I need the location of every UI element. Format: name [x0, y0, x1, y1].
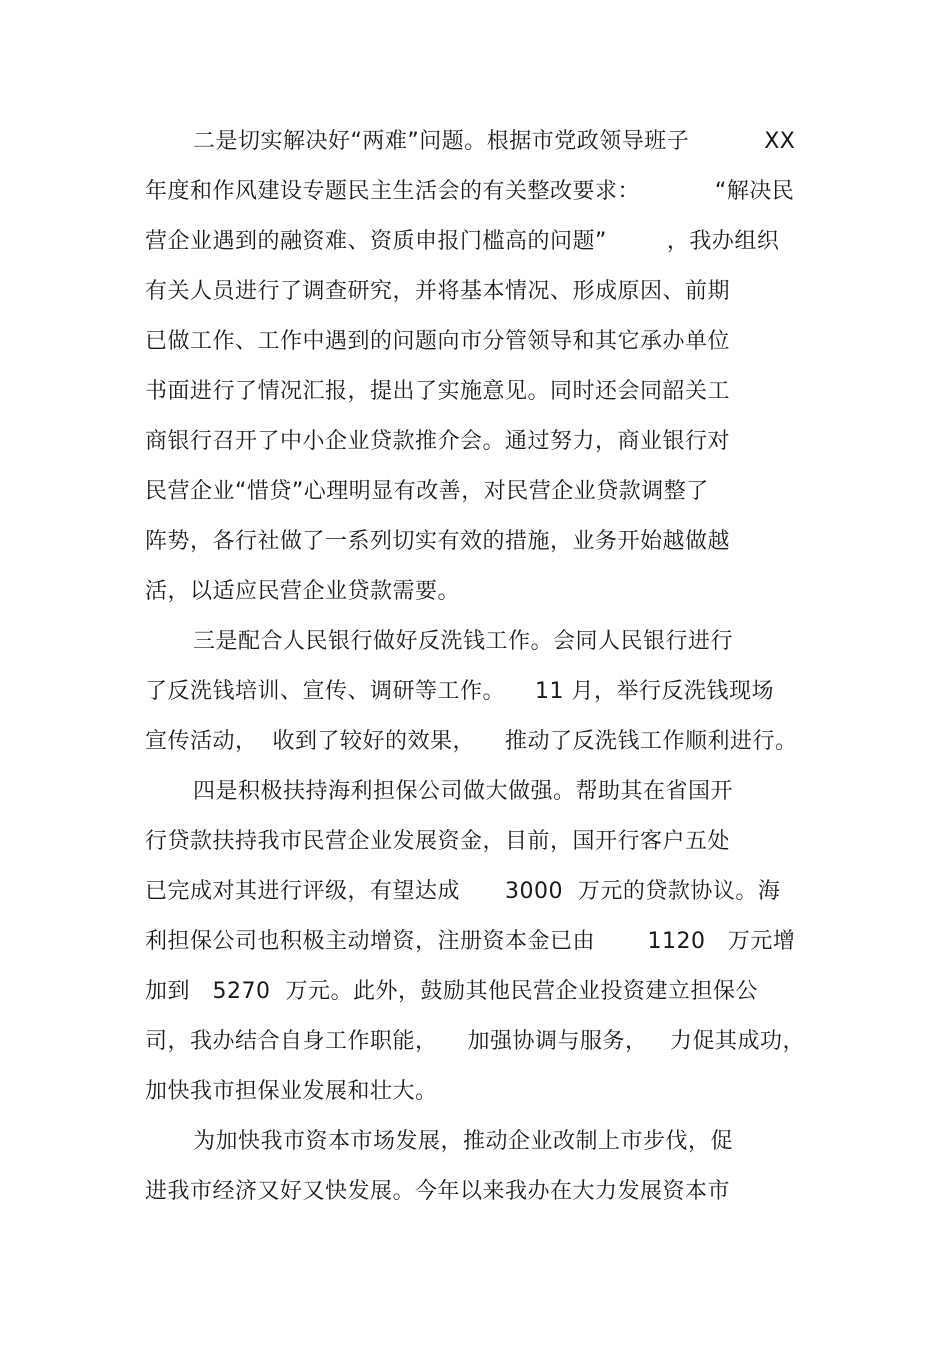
- text-line-6: 书面进行了情况汇报，提出了实施意见。同时还会同韶关工: [145, 379, 731, 404]
- text-line-21: 为加快我市资本市场发展，推动企业改制上市步伐，促: [193, 1129, 734, 1154]
- text-line-18: 加到 5270 万元。此外，鼓励其他民营企业投资建立担保公: [145, 979, 758, 1004]
- text-line-16: 已完成对其进行评级，有望达成 3000 万元的贷款协议。海: [145, 879, 781, 904]
- text-line-20: 加快我市担保业发展和壮大。: [145, 1079, 438, 1104]
- text-line-4: 有关人员进行了调查研究，并将基本情况、形成原因、前期: [145, 279, 731, 304]
- text-line-17: 利担保公司也积极主动增资，注册资本金已由 1120 万元增: [145, 929, 796, 954]
- text-line-7: 商银行召开了中小企业贷款推介会。通过努力，商业银行对: [145, 429, 731, 454]
- text-line-2: 年度和作风建设专题民主生活会的有关整改要求： “解决民: [145, 179, 795, 204]
- text-line-5: 已做工作、工作中遇到的问题向市分管领导和其它承办单位: [145, 329, 731, 354]
- text-line-22: 进我市经济又好又快发展。今年以来我办在大力发展资本市: [145, 1179, 731, 1204]
- text-line-14: 四是积极扶持海利担保公司做大做强。帮助其在省国开: [193, 779, 734, 804]
- text-line-10: 活，以适应民营企业贷款需要。: [145, 579, 461, 604]
- text-line-8: 民营企业“惜贷”心理明显有改善，对民营企业贷款调整了: [145, 479, 709, 504]
- text-line-12: 了反洗钱培训、宣传、调研等工作。 11 月，举行反洗钱现场: [145, 679, 774, 704]
- text-line-15: 行贷款扶持我市民营企业发展资金，目前，国开行客户五处: [145, 829, 731, 854]
- text-line-11: 三是配合人民银行做好反洗钱工作。会同人民银行进行: [193, 629, 734, 654]
- text-line-19: 司，我办结合自身工作职能， 加强协调与服务， 力促其成功，: [145, 1029, 805, 1054]
- text-line-9: 阵势，各行社做了一系列切实有效的措施，业务开始越做越: [145, 529, 731, 554]
- text-line-3: 营企业遇到的融资难、资质申报门槛高的问题” ，我办组织: [145, 229, 780, 254]
- text-line-1: 二是切实解决好“两难”问题。根据市党政领导班子 XX: [193, 129, 796, 154]
- text-line-13: 宣传活动， 收到了较好的效果， 推动了反洗钱工作顺利进行。: [145, 729, 798, 754]
